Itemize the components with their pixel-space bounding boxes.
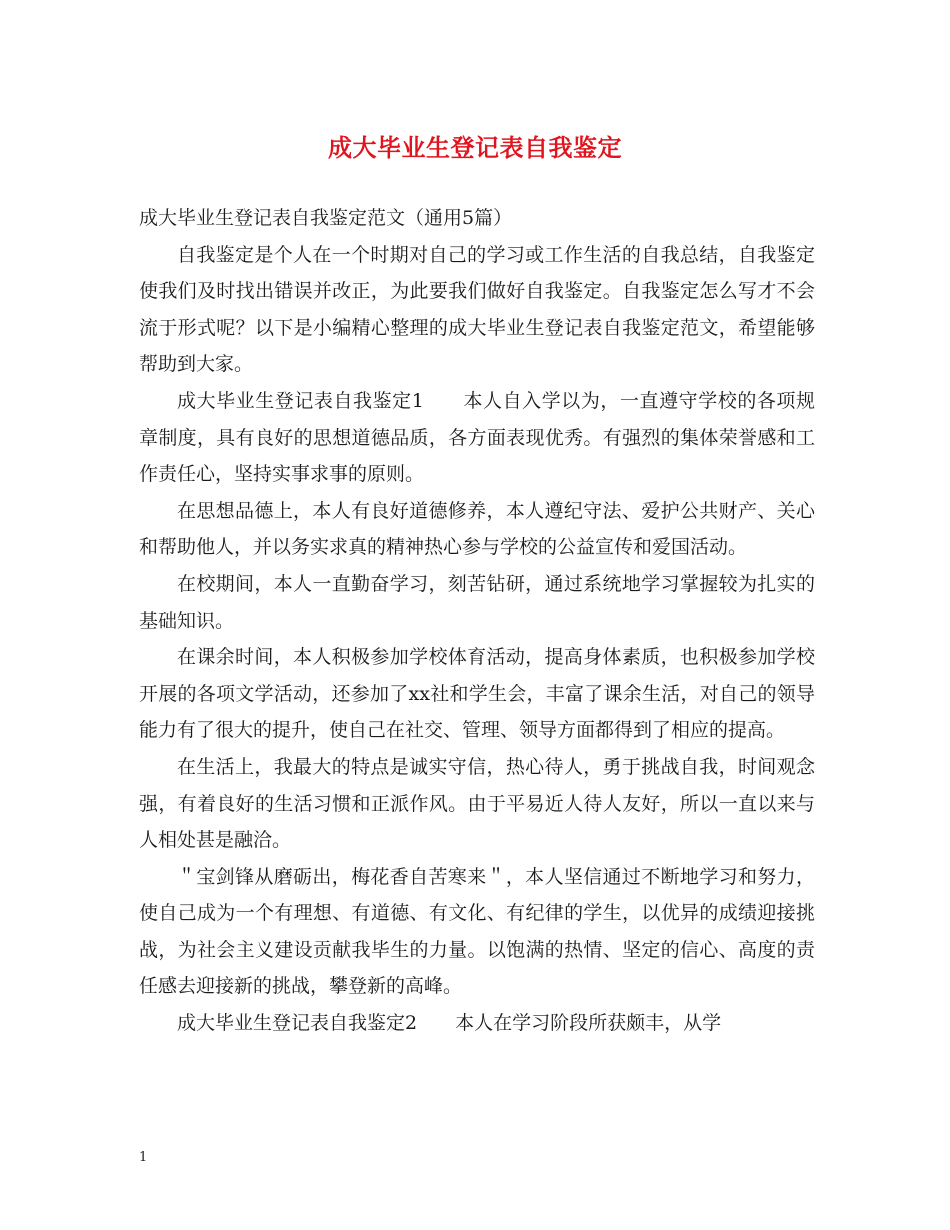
page-number: 1 — [139, 1150, 148, 1165]
document-subtitle: 成大毕业生登记表自我鉴定范文（通用5篇） — [139, 207, 513, 229]
paragraph-intro: 自我鉴定是个人在一个时期对自己的学习或工作生活的自我总结，自我鉴定使我们及时找出错误并改正，为此要我们做好自我鉴定。自我鉴定怎么写才不会流于形式呢？以下是小编精心整理的成大毕业生登记表自我鉴定范文，希望能够帮助到大家。 — [139, 243, 815, 376]
document-title: 成大毕业生登记表自我鉴定 — [328, 133, 622, 162]
paragraph-section-2: 成大毕业生登记表自我鉴定2 本人在学习阶段所获颇丰，从学 — [177, 1012, 722, 1035]
paragraph-section-1: 成大毕业生登记表自我鉴定1 本人自入学以为，一直遵守学校的各项规章制度，具有良好的思想道德品质，各方面表现优秀。有强烈的集体荣誉感和工作责任心，坚持实事求事的原则。 — [139, 389, 815, 486]
paragraph-motto: ＂宝剑锋从磨砺出，梅花香自苦寒来＂，本人坚信通过不断地学习和努力，使自己成为一个有理想、有道德、有文化、有纪律的学生，以优异的成绩迎接挑战，为社会主义建设贡献我毕生的力量。以饱满的热情、坚定的信心、高度的责任感去迎接新的挑战，攀登新的高峰。 — [139, 865, 815, 998]
paragraph-life: 在生活上，我最大的特点是诚实守信，热心待人，勇于挑战自我，时间观念强，有着良好的生活习惯和正派作风。由于平易近人待人友好，所以一直以来与人相处甚是融洽。 — [139, 755, 815, 852]
paragraph-activities: 在课余时间，本人积极参加学校体育活动，提高身体素质，也积极参加学校开展的各项文学活动，还参加了xx社和学生会，丰富了课余生活，对自己的领导能力有了很大的提升，使自己在社交、管理、领导方面都得到了相应的提高。 — [139, 646, 815, 742]
paragraph-study: 在校期间，本人一直勤奋学习，刻苦钻研，通过系统地学习掌握较为扎实的基础知识。 — [139, 572, 815, 632]
document-body — [139, 200, 815, 1042]
paragraph-morality: 在思想品德上，本人有良好道德修养，本人遵纪守法、爱护公共财产、关心和帮助他人，并以务实求真的精神热心参与学校的公益宣传和爱国活动。 — [139, 499, 815, 559]
